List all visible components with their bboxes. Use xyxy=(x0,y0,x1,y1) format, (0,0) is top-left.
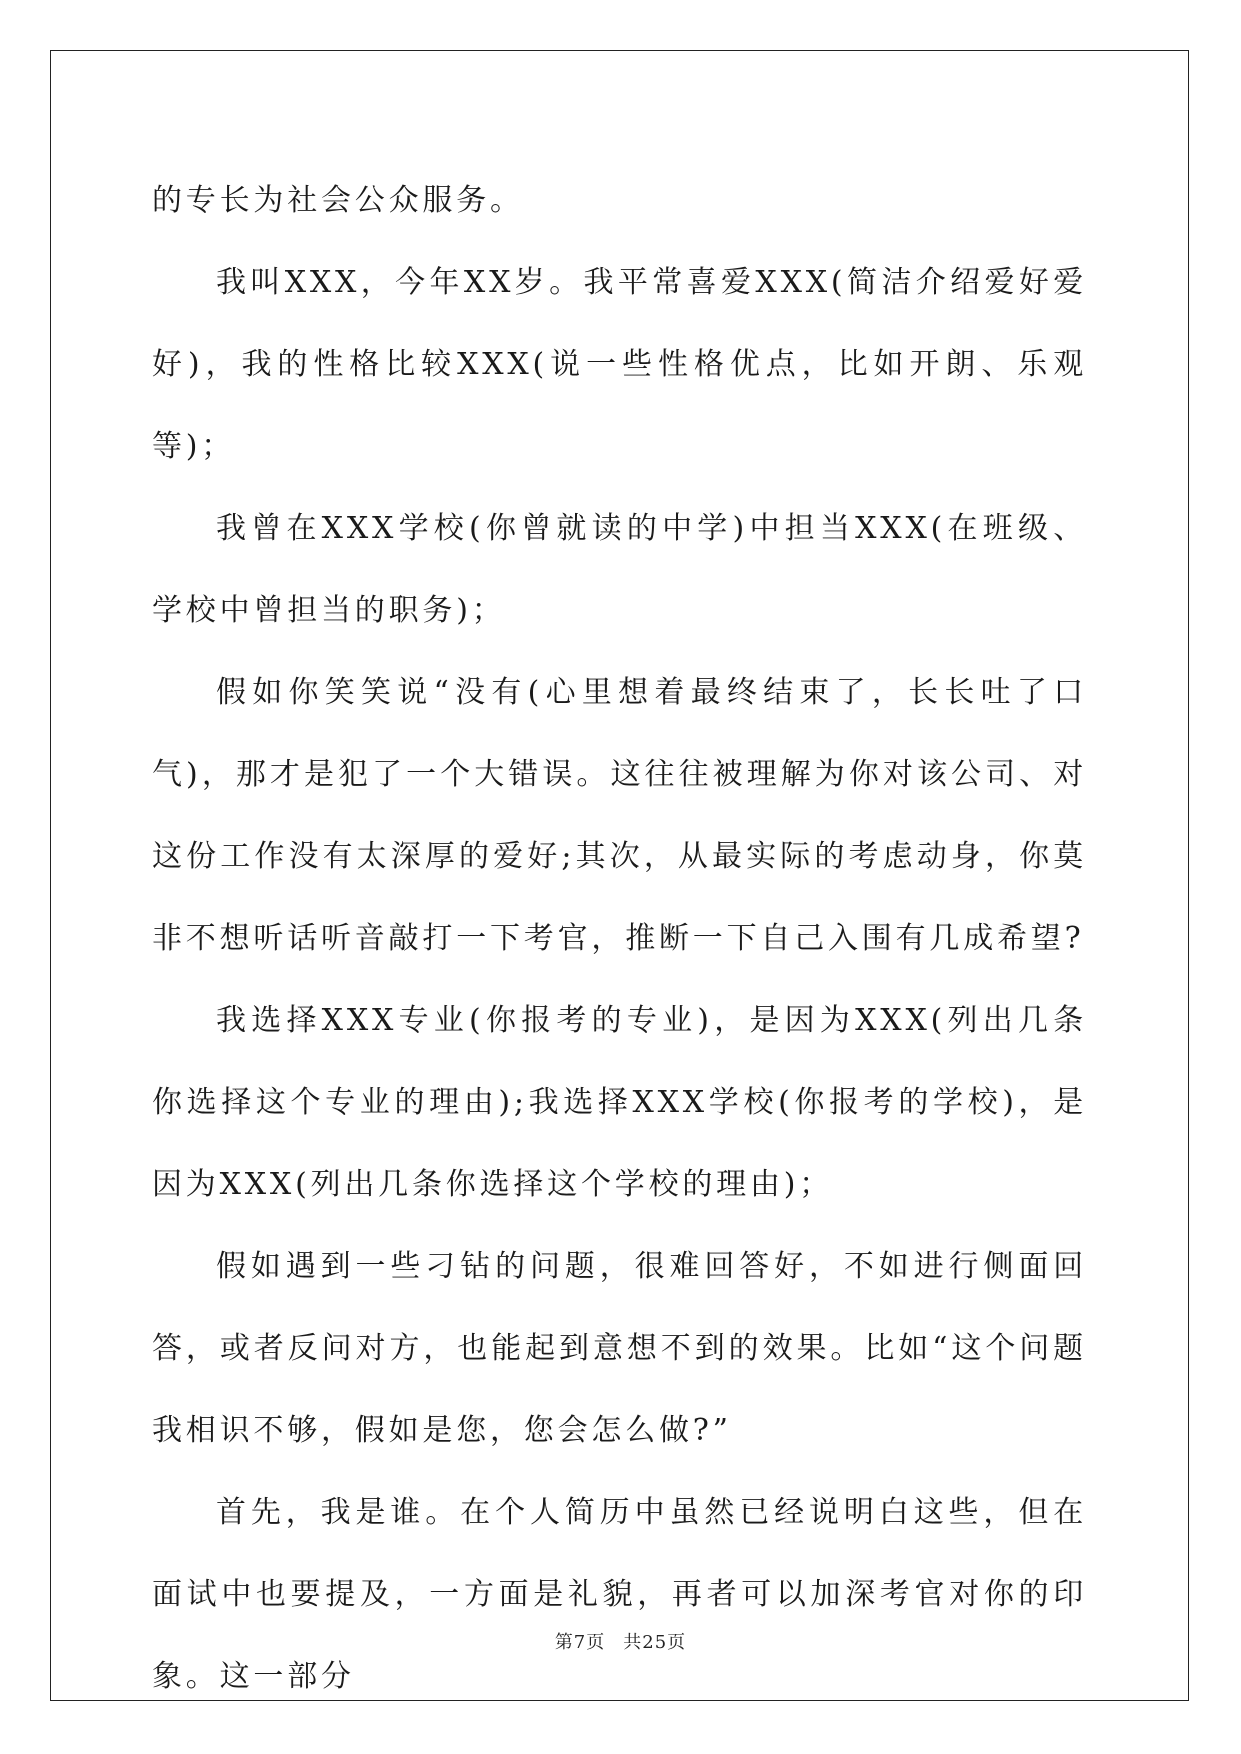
paragraph-5: 我选择XXX专业(你报考的专业)，是因为XXX(列出几条你选择这个专业的理由);我选择XXX学校(你报考的学校)，是因为XXX(列出几条你选择这个学校的理由)； xyxy=(152,1003,1087,1202)
paragraph-1: 的专长为社会公众服务。 xyxy=(152,183,524,218)
page-footer xyxy=(0,1628,1241,1654)
document-body xyxy=(152,160,1087,1718)
page-number: 第7页 xyxy=(554,1632,606,1653)
paragraph-3: 我曾在XXX学校(你曾就读的中学)中担当XXX(在班级、学校中曾担当的职务)； xyxy=(152,511,1087,628)
paragraph-7: 首先，我是谁。在个人简历中虽然已经说明白这些，但在面试中也要提及，一方面是礼貌，再者可以加深考官对你的印象。这一部分 xyxy=(152,1495,1087,1694)
paragraph-2: 我叫XXX，今年XX岁。我平常喜爱XXX(简洁介绍爱好爱好)，我的性格比较XXX(说一些性格优点，比如开朗、乐观等)； xyxy=(152,265,1087,464)
paragraph-4: 假如你笑笑说“没有(心里想着最终结束了，长长吐了口气)，那才是犯了一个大错误。这往往被理解为你对该公司、对这份工作没有太深厚的爱好;其次，从最实际的考虑动身，你莫非不想听话听音敲打一下考官，推断一下自己入围有几成希望? xyxy=(152,675,1087,956)
page-total: 共25页 xyxy=(623,1632,687,1653)
paragraph-6: 假如遇到一些刁钻的问题，很难回答好，不如进行侧面回答，或者反问对方，也能起到意想不到的效果。比如“这个问题我相识不够，假如是您，您会怎么做?” xyxy=(152,1249,1087,1448)
